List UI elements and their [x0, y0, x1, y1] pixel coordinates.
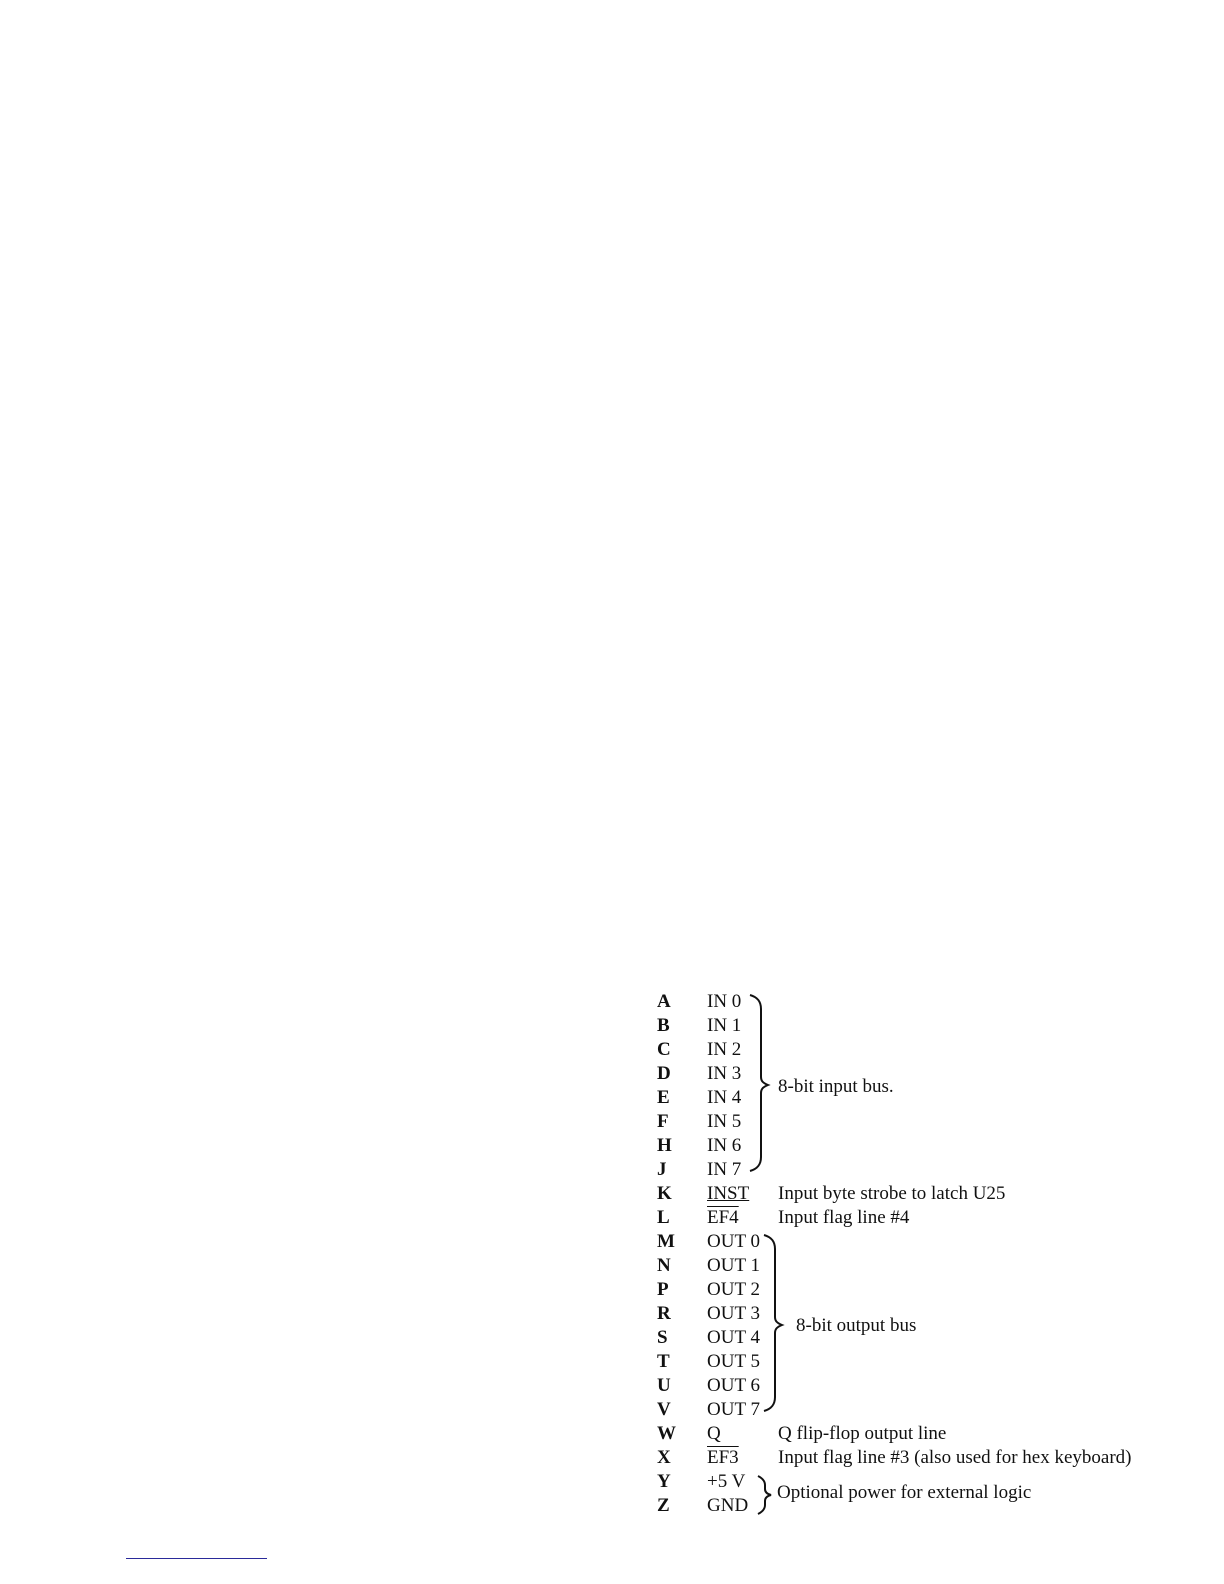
pin-letter: C — [657, 1039, 671, 1060]
signal-name: INST — [707, 1183, 750, 1204]
signal-name: EF3 — [707, 1447, 739, 1468]
input-bus-label: 8-bit input bus. — [778, 1076, 894, 1097]
pin-letter: N — [657, 1255, 671, 1276]
signal-name: OUT 0 — [707, 1231, 760, 1252]
signal-name: +5 V — [707, 1471, 746, 1492]
signal-name: EF4 — [707, 1207, 739, 1228]
pin-letter: R — [657, 1303, 671, 1324]
signal-description: Input flag line #4 — [778, 1207, 910, 1228]
signal-name: Q — [707, 1423, 721, 1444]
pin-letter: L — [657, 1207, 670, 1228]
pin-letter: H — [657, 1135, 672, 1156]
signal-description: Q flip-flop output line — [778, 1423, 947, 1444]
signal-name: IN 2 — [707, 1039, 742, 1060]
pin-letter: F — [657, 1111, 669, 1132]
pin-letter: P — [657, 1279, 669, 1300]
signal-name: OUT 3 — [707, 1303, 760, 1324]
signal-name: OUT 5 — [707, 1351, 760, 1372]
pin-letter: B — [657, 1015, 670, 1036]
signal-name: IN 4 — [707, 1087, 742, 1108]
pin-letter: W — [657, 1423, 676, 1444]
output-bus-label: 8-bit output bus — [796, 1315, 917, 1336]
pin-letter: V — [657, 1399, 671, 1420]
pin-letter: E — [657, 1087, 670, 1108]
signal-name: OUT 1 — [707, 1255, 760, 1276]
pin-letter: Z — [657, 1495, 670, 1516]
signal-name: IN 1 — [707, 1015, 742, 1036]
signal-name: OUT 7 — [707, 1399, 760, 1420]
signal-name: IN 5 — [707, 1111, 742, 1132]
pin-letter: S — [657, 1327, 668, 1348]
pin-letter: X — [657, 1447, 671, 1468]
pin-letter: Y — [657, 1471, 671, 1492]
signal-description: Input flag line #3 (also used for hex keyboard) — [778, 1447, 1132, 1468]
power-label: Optional power for external logic — [777, 1482, 1032, 1503]
signal-name: OUT 6 — [707, 1375, 760, 1396]
output-bus-brace-icon — [762, 1233, 786, 1413]
footnote-divider — [126, 1558, 267, 1559]
power-brace-icon — [756, 1474, 774, 1516]
pin-letter: J — [657, 1159, 667, 1180]
signal-name: OUT 2 — [707, 1279, 760, 1300]
pin-letter: T — [657, 1351, 670, 1372]
signal-name: IN 6 — [707, 1135, 742, 1156]
signal-name: IN 3 — [707, 1063, 742, 1084]
pin-letter: A — [657, 991, 671, 1012]
signal-name: OUT 4 — [707, 1327, 760, 1348]
pin-letter: D — [657, 1063, 671, 1084]
signal-name: GND — [707, 1495, 749, 1516]
signal-name: IN 0 — [707, 991, 742, 1012]
input-bus-brace-icon — [748, 993, 772, 1173]
pin-letter: M — [657, 1231, 675, 1252]
signal-name: IN 7 — [707, 1159, 742, 1180]
signal-description: Input byte strobe to latch U25 — [778, 1183, 1006, 1204]
pin-letter: K — [657, 1183, 672, 1204]
pin-letter: U — [657, 1375, 671, 1396]
